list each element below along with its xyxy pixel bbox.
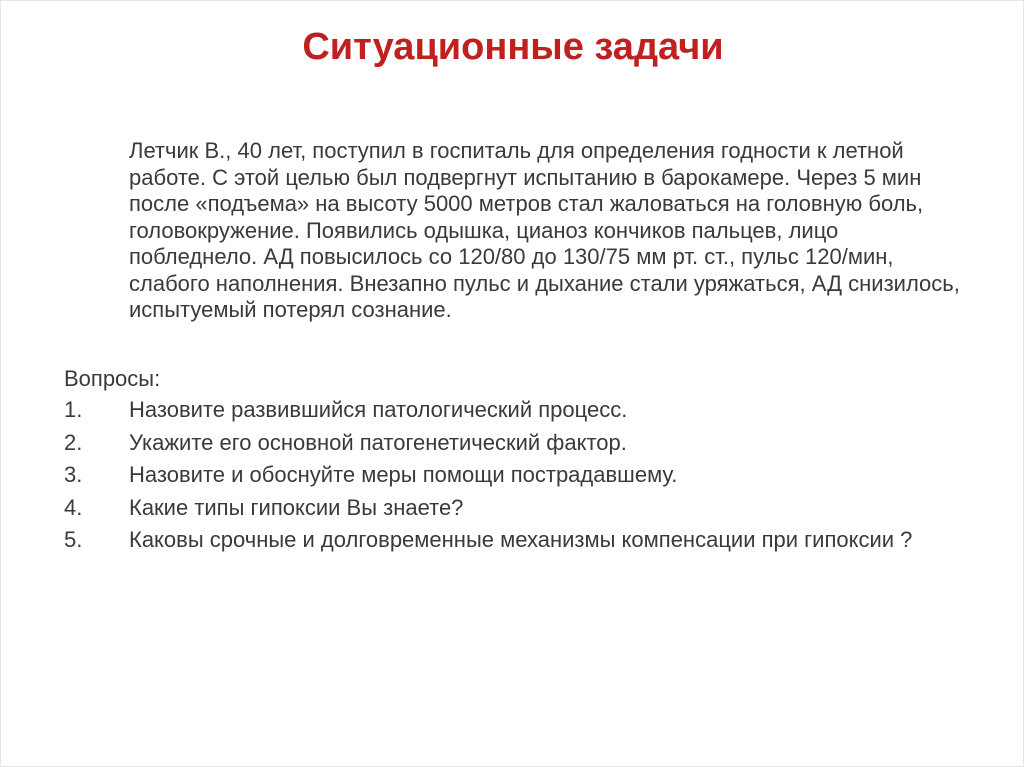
- question-text: Укажите его основной патогенетический фактор.: [129, 429, 627, 455]
- question-item: [64, 495, 964, 522]
- slide-title: Ситуационные задачи: [302, 26, 724, 68]
- question-item: [64, 527, 964, 554]
- questions-heading: Вопросы:: [64, 366, 161, 391]
- question-number: 4.: [64, 494, 83, 520]
- question-number: 1.: [64, 397, 83, 422]
- question-text: Какие типы гипоксии Вы знаете?: [129, 494, 464, 520]
- question-number: 3.: [64, 462, 83, 487]
- question-text: Назовите развившийся патологический процесс.: [129, 397, 628, 422]
- question-number: 2.: [64, 429, 83, 455]
- question-item: [64, 397, 964, 424]
- questions-list: [64, 397, 964, 560]
- question-text: Назовите и обоснуйте меры помощи пострадавшему.: [129, 462, 678, 487]
- question-text: Каковы срочные и долговременные механизмы компенсации при гипоксии ?: [129, 527, 913, 552]
- question-number: 5.: [64, 527, 83, 552]
- question-item: [64, 462, 964, 489]
- case-description: Летчик В., 40 лет, поступил в госпиталь для определения годности к летной работе. С этой целью был подвергнут испытанию в барокамере. Через 5 мин после «подъема» на высоту 5000 метров стал жаловаться на головную боль, головокружение. Появились одышка, цианоз кончиков пальцев, лицо побледнело. АД повысилось со 120/80 до 130/75 мм рт. ст., пульс 120/мин, слабого наполнения. Внезапно пульс и дыхание стали уряжаться, АД снизилось, испытуемый потерял сознание.: [129, 138, 960, 322]
- question-item: [64, 430, 964, 457]
